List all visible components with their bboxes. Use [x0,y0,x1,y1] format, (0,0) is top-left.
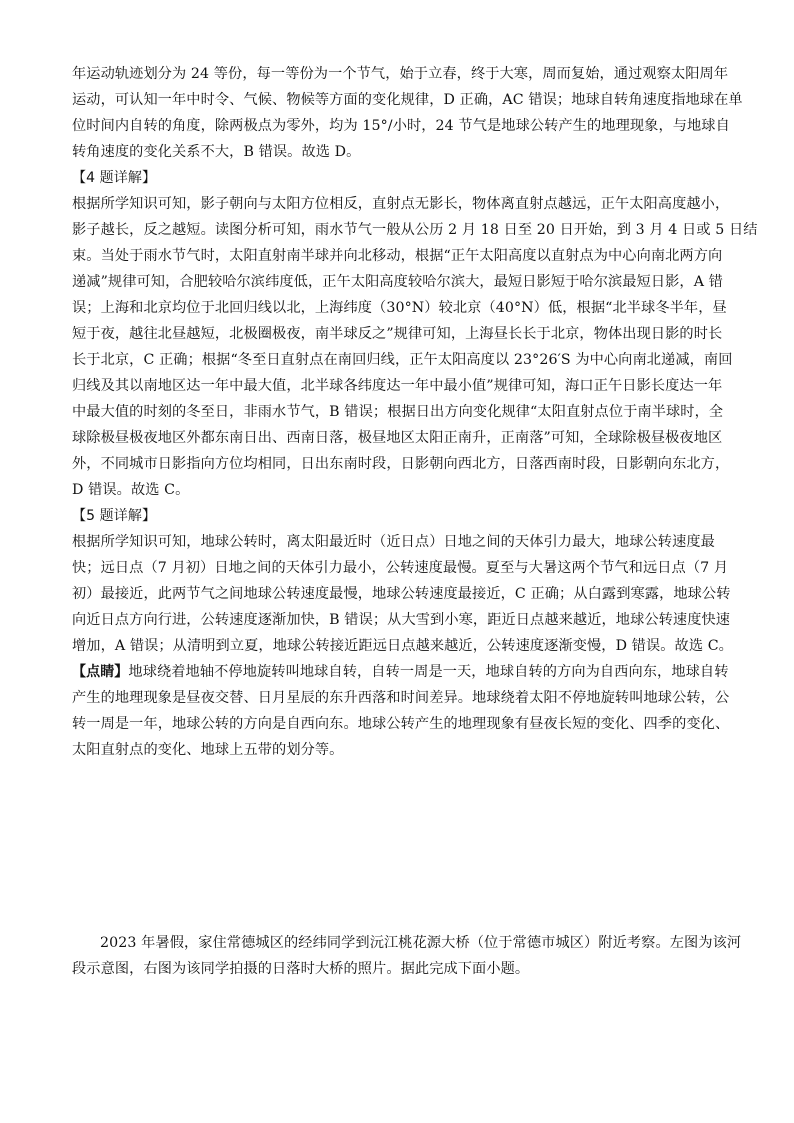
text-line: 根据所学知识可知，影子朝向与太阳方位相反，直射点无影长，物体离直射点越远，正午太阳高度越小， [72,196,730,212]
text-line: D 错误。故选 C。 [72,482,190,498]
text-line: 递减”规律可知，合肥较哈尔滨纬度低，正午太阳高度较哈尔滨大，最短日影短于哈尔滨最短日影，A 错 [72,274,723,290]
key-point-line [72,659,729,685]
text-line: 向近日点方向行进，公转速度逐渐加快，B 错误；从大雪到小寒，距近日点越来越近，地球公转速度快速 [72,612,731,628]
text-line: 增加，A 错误；从清明到立夏，地球公转接近距远日点越来越近，公转速度逐渐变慢，D 错误。故选 C。 [72,638,733,654]
text-line: 初）最接近，此两节气之间地球公转速度最慢，地球公转速度最接近，C 正确；从白露到寒露，地球公转 [72,586,731,602]
text-line: 束。当处于雨水节气时，太阳直射南半球并向北移动，根据“正午太阳高度以直射点为中心向南北两方向 [72,248,723,264]
text-line: 长于北京，C 正确；根据“冬至日直射点在南回归线，正午太阳高度以 23°26′S 为中心向南北递减，南回 [72,352,733,368]
key-point-text: 地球绕着地轴不停地旋转叫地球自转，自转一周是一天，地球自转的方向为自西向东，地球自转 [128,664,729,680]
text-line: 中最大值的时刻的冬至日，非雨水节气，B 错误；根据日出方向变化规律“太阳直射点位于南半球时，全 [72,404,724,420]
text-line: 短于夜，越往北昼越短，北极圈极夜，南半球反之”规律可知，上海昼长长于北京，物体出现日影的时长 [72,326,723,342]
question-intro [72,930,742,982]
text-line: 快；远日点（7 月初）日地之间的天体引力最小，公转速度最慢。夏至与大暑这两个节气和远日点（7 月 [72,560,729,576]
intro-line: 2023 年暑假，家住常德城区的经纬同学到沅江桃花源大桥（位于常德市城区）附近考察。左图为该河 [100,935,742,951]
text-line: 转角速度的变化关系不大，B 错误。故选 D。 [72,144,361,160]
answer-explanations [72,61,758,763]
text-line: 外，不同城市日影指向方位均相同，日出东南时段，日影朝向西北方，日落西南时段，日影朝向东北方， [72,456,730,472]
text-line: 根据所学知识可知，地球公转时，离太阳最近时（近日点）日地之间的天体引力最大，地球公转速度最 [72,534,715,550]
text-line: 误；上海和北京均位于北回归线以北，上海纬度（30°N）较北京（40°N）低，根据“北半球冬半年，昼 [72,300,727,316]
text-line: 归线及其以南地区达一年中最大值，北半球各纬度达一年中最小值”规律可知，海口正午日影长度达一年 [72,378,723,394]
section-heading-q4: 【4 题详解】 [72,170,157,186]
text-line: 转一周是一年，地球公转的方向是自西向东。地球公转产生的地理现象有昼夜长短的变化、四季的变化、 [72,716,730,732]
text-line: 运动，可认知一年中时令、气候、物候等方面的变化规律，D 正确，AC 错误；地球自转角速度指地球在单 [72,92,743,108]
key-point-label: 【点睛】 [72,664,129,680]
intro-line: 段示意图，右图为该同学拍摄的日落时大桥的照片。据此完成下面小题。 [72,961,530,977]
text-line: 年运动轨迹划分为 24 等份，每一等份为一个节气，始于立春，终于大寒，周而复始，通过观察太阳周年 [72,66,729,82]
section-heading-q5: 【5 题详解】 [72,508,157,524]
text-line: 球除极昼极夜地区外都东南日出、西南日落，极昼地区太阳正南升，正南落”可知，全球除极昼极夜地区 [72,430,723,446]
text-line: 位时间内自转的角度，除两极点为零外，均为 15°/小时，24 节气是地球公转产生的地理现象，与地球自 [72,118,730,134]
text-line: 产生的地理现象是昼夜交替、日月星辰的东升西落和时间差异。地球绕着太阳不停地旋转叫地球公转，公 [72,690,730,706]
text-line: 太阳直射点的变化、地球上五带的划分等。 [72,742,344,758]
text-line: 影子越长，反之越短。读图分析可知，雨水节气一般从公历 2 月 18 日至 20 日开始，到 3 月 4 日或 5 日结 [72,222,758,238]
